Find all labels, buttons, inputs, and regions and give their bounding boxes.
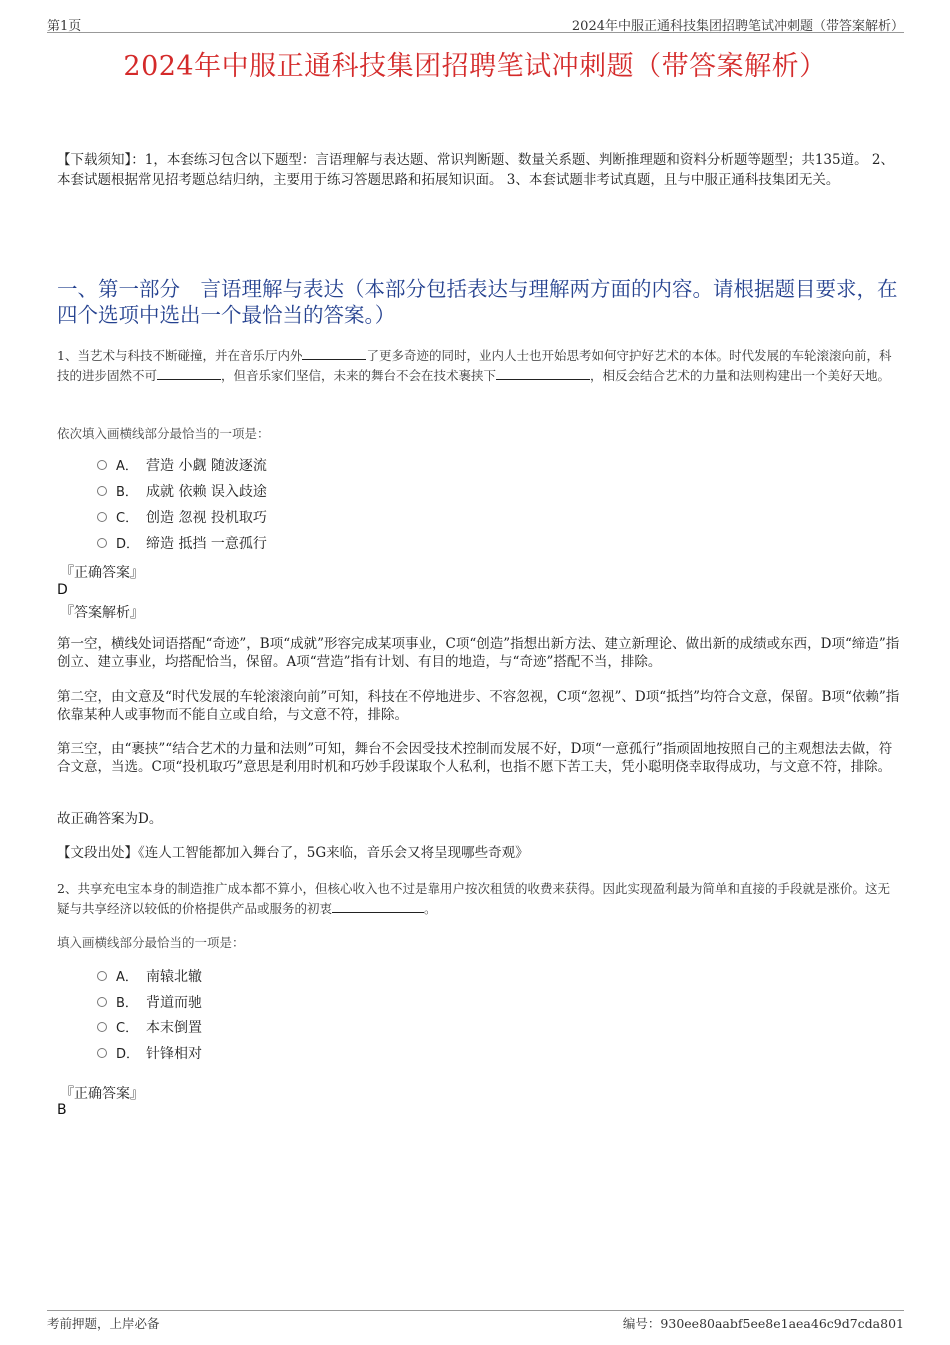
blank-4 (332, 899, 424, 913)
q1-analysis-para-2: 第二空，由文意及“时代发展的车轮滚滚向前”可知，科技在不停地进步、不容忽视，C项“忽视”、D项“抵挡”均符合文意，保留。B项“依赖”指依靠某种人或事物而不能自立或自给，与文意不符，排除。 (57, 689, 900, 723)
q1-source: 【文段出处】《连人工智能都加入舞台了，5G来临，音乐会又将呈现哪些奇观》 (57, 845, 529, 861)
q2-answer-label: 『正确答案』 (60, 1086, 144, 1102)
section-title: 一、第一部分 言语理解与表达（本部分包括表达与理解两方面的内容。请根据题目要求，在四个选项中选出一个最恰当的答案。） (57, 277, 898, 327)
header-doc-title: 2024年中服正通科技集团招聘笔试冲刺题（带答案解析） (571, 19, 904, 34)
q1-option-c[interactable]: C． 创造 忽视 投机取巧 (97, 508, 267, 528)
blank-1 (302, 346, 366, 360)
question-2-text: 2、共享充电宝本身的制造推广成本都不算小，但核心收入也不过是靠用户按次租赁的收费来获得。因此实现盈利最为简单和直接的手段就是涨价。这无疑与共享经济以较低的价格提供产品或服务的初衷 。 (57, 881, 890, 916)
blank-3 (496, 366, 590, 380)
q1-analysis-para-3: 第三空，由“裹挟”“结合艺术的力量和法则”可知，舞台不会因受技术控制而发展不好，D项“一意孤行”指顽固地按照自己的主观想法去做，符合文意，当选。C项“投机取巧”意思是利用时机和巧妙手段谋取个人私利，也指不愿下苦工夫，凭小聪明侥幸取得成功，与文意不符，排除。 (57, 741, 893, 775)
radio-icon[interactable] (97, 997, 107, 1007)
question-1-text: 1、当艺术与科技不断碰撞，并在音乐厅内外 了更多奇迹的同时，业内人士也开始思考如何守护好艺术的本体。时代发展的车轮滚滚向前，科技的进步固然不可 ，但音乐家们坚信，未来的舞台不会在技术裹挟下 ，相反会结合艺术的力量和法则构建出一个美好天地。 (57, 348, 892, 383)
q1-answer-label: 『正确答案』 (60, 565, 144, 581)
question-2-instruction: 填入画横线部分最恰当的一项是： (57, 935, 245, 950)
radio-icon[interactable] (97, 1022, 107, 1032)
radio-icon[interactable] (97, 1048, 107, 1058)
footer-slogan: 考前押题，上岸必备 (47, 1316, 160, 1331)
question-1-instruction: 依次填入画横线部分最恰当的一项是： (57, 426, 270, 441)
radio-icon[interactable] (97, 460, 107, 470)
page-header (47, 12, 904, 33)
radio-icon[interactable] (97, 512, 107, 522)
q2-answer: B (57, 1102, 67, 1118)
q2-option-b[interactable]: B． 背道而驰 (97, 993, 202, 1013)
q2-option-d[interactable]: D． 针锋相对 (97, 1044, 202, 1064)
radio-icon[interactable] (97, 538, 107, 548)
q1-analysis-label: 『答案解析』 (60, 605, 144, 621)
blank-2 (157, 366, 221, 380)
q1-answer: D (57, 582, 68, 598)
q2-option-c[interactable]: C． 本末倒置 (97, 1018, 202, 1038)
q1-option-b[interactable]: B． 成就 依赖 误入歧途 (97, 482, 267, 502)
document-title: 2024年中服正通科技集团招聘笔试冲刺题（带答案解析） (123, 51, 827, 82)
q1-option-d[interactable]: D． 缔造 抵挡 一意孤行 (97, 534, 267, 554)
download-notice: 【下载须知】：1，本套练习包含以下题型：言语理解与表达题、常识判断题、数量关系题、判断推理题和资料分析题等题型；共135道。 2、本套试题根据常见招考题总结归纳，主要用于练习答题思路和拓展知识面。 3、本套试题非考试真题，且与中服正通科技集团无关。 (57, 152, 894, 188)
q1-conclusion: 故正确答案为D。 (57, 811, 163, 827)
q1-analysis-para-1: 第一空，横线处词语搭配“奇迹”，B项“成就”形容完成某项事业，C项“创造”指想出新方法、建立新理论、做出新的成绩或东西，D项“缔造”指创立、建立事业，均搭配恰当，保留。A项“营造”指有计划、有目的地造，与“奇迹”搭配不当，排除。 (57, 636, 900, 670)
footer-divider (47, 1310, 904, 1311)
q1-option-a[interactable]: A． 营造 小觑 随波逐流 (97, 456, 267, 476)
footer-serial: 编号：930ee80aabf5ee8e1aea46c9d7cda801 (622, 1316, 904, 1331)
radio-icon[interactable] (97, 486, 107, 496)
radio-icon[interactable] (97, 971, 107, 981)
page-number: 第1页 (47, 19, 82, 34)
q2-option-a[interactable]: A． 南辕北辙 (97, 967, 202, 987)
